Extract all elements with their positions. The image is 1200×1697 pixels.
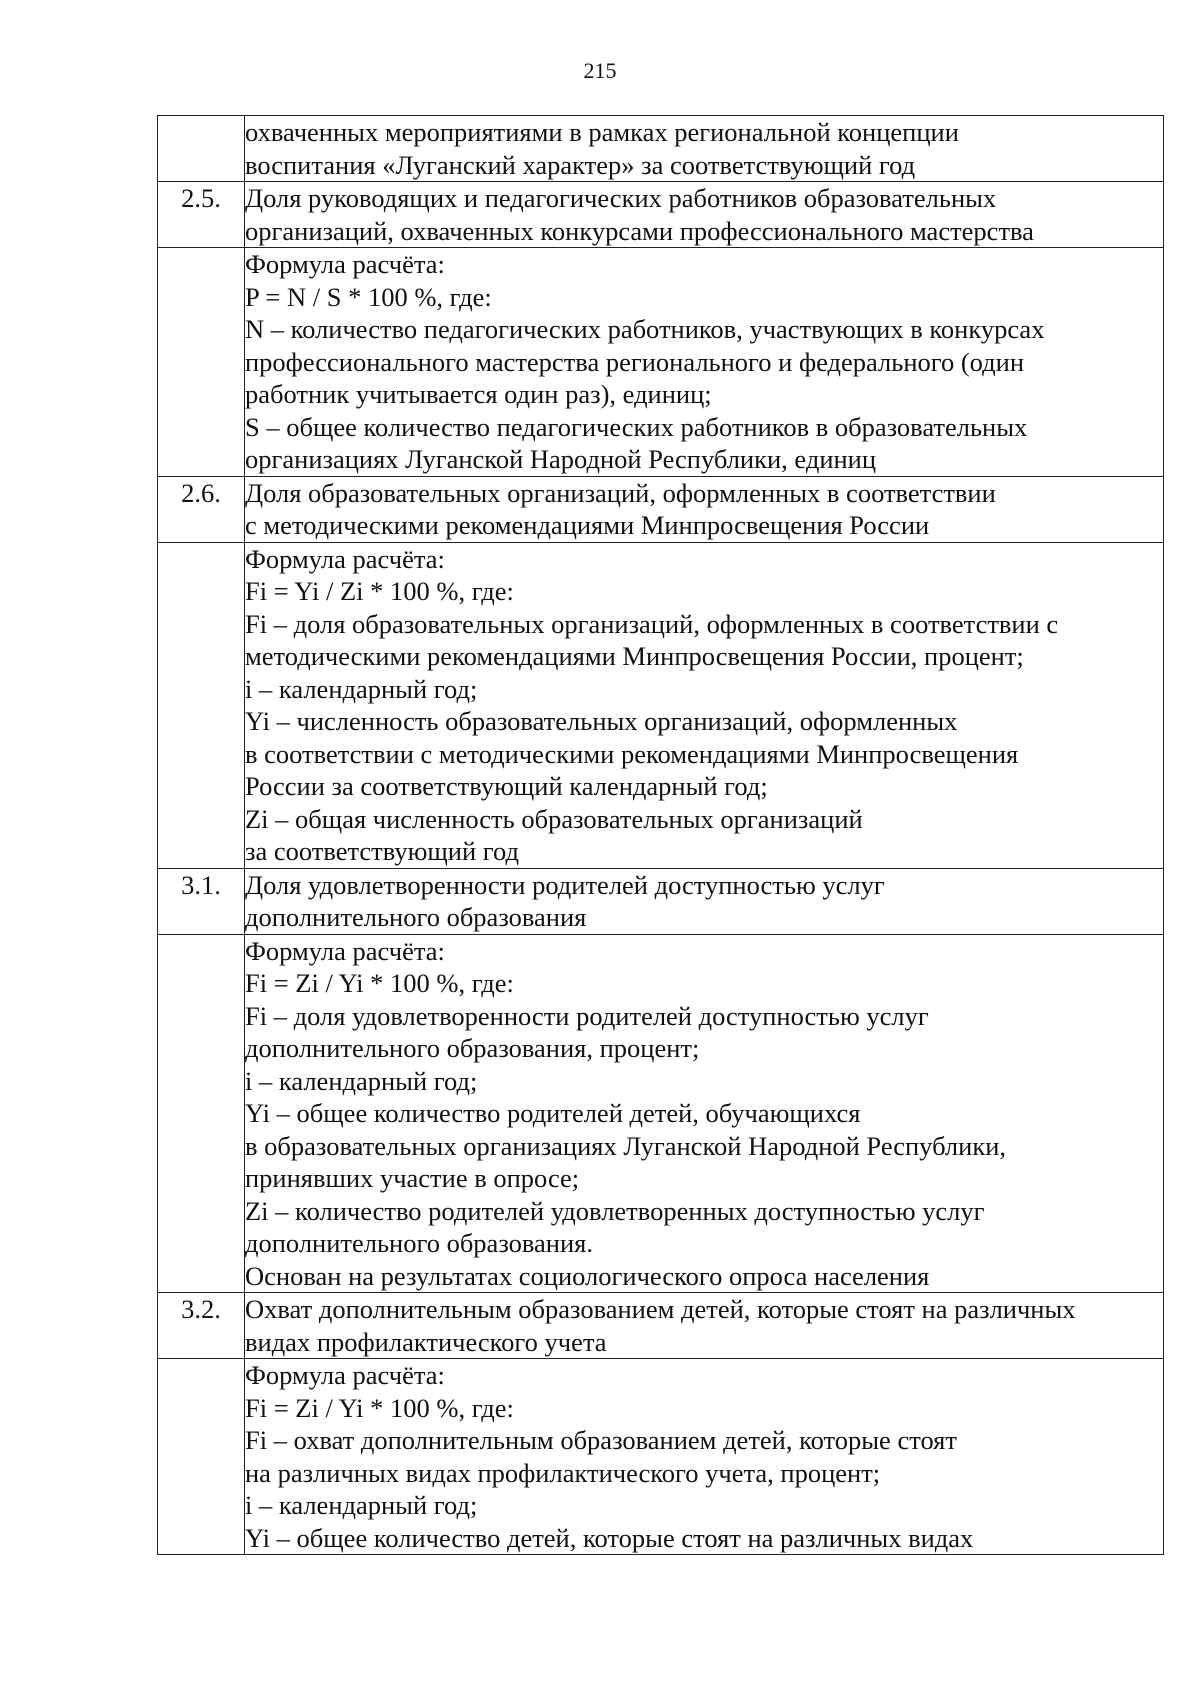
text-line: S – общее количество педагогических работников в образовательных <box>245 411 1028 442</box>
table-row <box>158 116 1164 182</box>
text-line: в образовательных организациях Луганской Народной Республики, <box>245 1130 1006 1161</box>
text-line: Yi – численность образовательных организаций, оформленных <box>245 706 958 736</box>
text-line: Охват дополнительным образованием детей, которые стоят на различных <box>245 1294 1076 1324</box>
text-line: охваченных мероприятиями в рамках региональной концепции <box>245 117 959 147</box>
table-row <box>158 1293 1164 1359</box>
row-text-cell <box>245 542 1164 868</box>
indicator-table <box>157 115 1164 1555</box>
row-number-cell <box>158 542 245 868</box>
text-line: i – календарный год; <box>245 673 478 704</box>
text-line: Fi – охват дополнительным образованием детей, которые стоят <box>245 1425 957 1455</box>
text-line: Формула расчёта: <box>245 543 445 574</box>
text-line: организаций, охваченных конкурсами профессионального мастерства <box>245 215 1034 246</box>
table-row <box>158 1359 1164 1555</box>
row-number-cell: 2.5. <box>158 182 245 248</box>
row-number-cell: 3.2. <box>158 1293 245 1359</box>
text-line: Fi = Zi / Yi * 100 %, где: <box>245 968 514 998</box>
text-line: за соответствующий год <box>245 836 519 866</box>
text-line: Zi – количество родителей удовлетворенных доступностью услуг <box>245 1195 985 1226</box>
text-line: дополнительного образования, процент; <box>245 1033 700 1063</box>
text-line: i – календарный год; <box>245 1490 478 1520</box>
text-line: Доля руководящих и педагогических работников образовательных <box>245 183 997 213</box>
text-line: N – количество педагогических работников, участвующих в конкурсах <box>245 314 1045 344</box>
text-line: методическими рекомендациями Минпросвещения России, процент; <box>245 641 1024 671</box>
text-line: Fi = Yi / Zi * 100 %, где: <box>245 576 514 606</box>
row-text-cell <box>245 248 1164 477</box>
row-number-cell <box>158 1359 245 1555</box>
text-line: работник учитывается один раз), единиц; <box>245 379 712 409</box>
table-row <box>158 934 1164 1293</box>
text-line: организациях Луганской Народной Республики, единиц <box>245 444 877 474</box>
row-text-cell <box>245 1293 1164 1359</box>
row-text-cell <box>245 868 1164 934</box>
text-line: Формула расчёта: <box>245 935 445 966</box>
text-line: дополнительного образования. <box>245 1228 593 1258</box>
row-text-cell <box>245 476 1164 542</box>
text-line: России за соответствующий календарный год; <box>245 771 768 801</box>
page-number: 215 <box>583 58 617 83</box>
text-line: на различных видах профилактического учета, процент; <box>245 1457 881 1488</box>
text-line: Основан на результатах социологического опроса населения <box>245 1260 930 1291</box>
table-row <box>158 248 1164 477</box>
text-line: Формула расчёта: <box>245 249 445 279</box>
text-line: Yi – общее количество детей, которые стоят на различных видах <box>245 1522 974 1553</box>
table-row <box>158 476 1164 542</box>
text-line: профессионального мастерства регионального и федерального (один <box>245 346 1025 377</box>
text-line: Доля образовательных организаций, оформленных в соответствии <box>245 477 996 508</box>
text-line: P = N / S * 100 %, где: <box>245 281 492 312</box>
text-line: Формула расчёта: <box>245 1360 445 1390</box>
table-row <box>158 868 1164 934</box>
row-number-cell: 2.6. <box>158 476 245 542</box>
text-line: в соответствии с методическими рекомендациями Минпросвещения <box>245 738 1019 769</box>
text-line: Fi – доля образовательных организаций, оформленных в соответствии с <box>245 608 1059 639</box>
text-line: Fi = Zi / Yi * 100 %, где: <box>245 1392 514 1423</box>
table-row <box>158 542 1164 868</box>
row-text-cell <box>245 1359 1164 1555</box>
row-number-cell <box>158 934 245 1293</box>
row-text-cell <box>245 182 1164 248</box>
text-line: видах профилактического учета <box>245 1326 607 1357</box>
text-line: принявших участие в опросе; <box>245 1163 580 1193</box>
text-line: воспитания «Луганский характер» за соответствующий год <box>245 149 916 180</box>
row-text-cell <box>245 934 1164 1293</box>
text-line: дополнительного образования <box>245 902 587 932</box>
text-line: i – календарный год; <box>245 1065 478 1096</box>
row-text-cell <box>245 116 1164 182</box>
text-line: Fi – доля удовлетворенности родителей доступностью услуг <box>245 1000 929 1031</box>
text-line: Zi – общая численность образовательных организаций <box>245 803 863 834</box>
row-number-cell: 3.1. <box>158 868 245 934</box>
text-line: с методическими рекомендациями Минпросвещения России <box>245 510 930 540</box>
row-number-cell <box>158 116 245 182</box>
table-row <box>158 182 1164 248</box>
text-line: Доля удовлетворенности родителей доступностью услуг <box>245 869 885 900</box>
row-number-cell <box>158 248 245 477</box>
text-line: Yi – общее количество родителей детей, обучающихся <box>245 1098 861 1128</box>
